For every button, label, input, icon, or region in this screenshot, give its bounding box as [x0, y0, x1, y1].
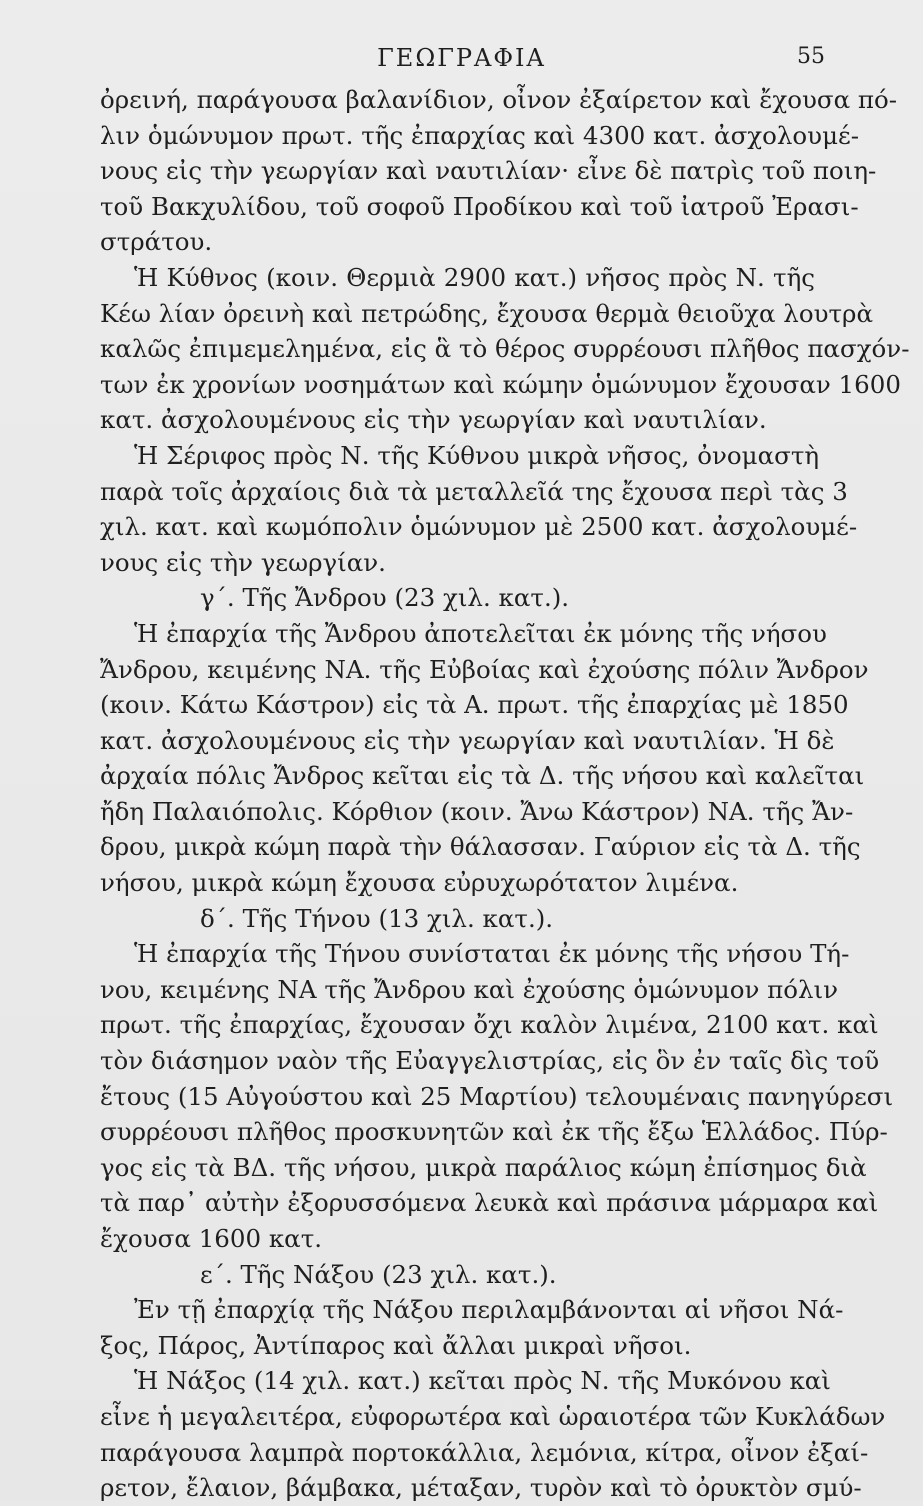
text-line: νήσου, μικρὰ κώμη ἔχουσα εὐρυχωρότατον λιμένα.	[100, 868, 739, 898]
text-line: κατ. ἀσχολουμένους εἰς τὴν γεωργίαν καὶ ναυτιλίαν.	[100, 405, 767, 435]
text-line: νου, κειμένης ΝΑ τῆς Ἄνδρου καὶ ἐχούσης ὁμώνυμον πόλιν	[100, 974, 839, 1004]
text-line: χιλ. κατ. καὶ κωμόπολιν ὁμώνυμον μὲ 2500 κατ. ἀσχολουμέ-	[100, 512, 858, 542]
text-line: νους εἰς τὴν γεωργίαν καὶ ναυτιλίαν· εἶνε δὲ πατρὶς τοῦ ποιη-	[100, 156, 877, 186]
text-line: Ἡ Νάξος (14 χιλ. κατ.) κεῖται πρὸς Ν. τῆς Μυκόνου καὶ	[134, 1366, 831, 1396]
section-heading: δ΄. Τῆς Τήνου (13 χιλ. κατ.).	[200, 903, 554, 933]
text-line: Ἡ Κύθνος (κοιν. Θερμιὰ 2900 κατ.) νῆσος πρὸς Ν. τῆς	[134, 262, 815, 292]
text-line: ἤδη Παλαιόπολις. Κόρθιον (κοιν. Ἄνω Κάστρον) ΝΑ. τῆς Ἄν-	[100, 796, 854, 826]
text-line: ὀρεινή, παράγουσα βαλανίδιον, οἶνον ἐξαίρετον καὶ ἔχουσα πό-	[100, 85, 898, 114]
text-line: Ἡ ἐπαρχία τῆς Ἄνδρου ἀποτελεῖται ἐκ μόνης τῆς νήσου	[134, 618, 827, 648]
text-line: ἔτους (15 Αὐγούστου καὶ 25 Μαρτίου) τελουμέναις πανηγύρεσι	[100, 1081, 894, 1111]
text-line: ἀρχαία πόλις Ἄνδρος κεῖται εἰς τὰ Δ. τῆς νήσου καὶ καλεῖται	[100, 761, 865, 791]
text-line: Ἄνδρου, κειμένης ΝΑ. τῆς Εὐβοίας καὶ ἐχούσης πόλιν Ἄνδρον	[100, 654, 869, 684]
text-line: κατ. ἀσχολουμένους εἰς τὴν γεωργίαν καὶ ναυτιλίαν. Ἡ δὲ	[100, 725, 835, 755]
section-heading: ε΄. Τῆς Νάξου (23 χιλ. κατ.).	[200, 1259, 557, 1289]
text-line: τὸν διάσημον ναὸν τῆς Εὐαγγελιστρίας, εἰς ὃν ἐν ταῖς δὶς τοῦ	[100, 1046, 880, 1076]
text-line: Ἐν τῇ ἐπαρχίᾳ τῆς Νάξου περιλαμβάνονται αἱ νῆσοι Νά-	[134, 1295, 844, 1325]
text-line: Κέω λίαν ὀρεινὴ καὶ πετρώδης, ἔχουσα θερμὰ θειοῦχα λουτρὰ	[100, 298, 873, 328]
text-line: λιν ὁμώνυμον πρωτ. τῆς ἐπαρχίας καὶ 4300 κατ. ἀσχολουμέ-	[100, 120, 859, 150]
text-line: νους εἰς τὴν γεωργίαν.	[100, 547, 386, 577]
text-line: ξος, Πάρος, Ἀντίπαρος καὶ ἄλλαι μικραὶ νῆσοι.	[100, 1330, 692, 1360]
text-line: καλῶς ἐπιμεμελημένα, εἰς ἃ τὸ θέρος συρρέουσι πλῆθος πασχόν-	[100, 334, 910, 364]
text-line: τὰ παρ᾿ αὐτὴν ἐξορυσσόμενα λευκὰ καὶ πράσινα μάρμαρα καὶ	[100, 1188, 879, 1218]
text-line: δρου, μικρὰ κώμη παρὰ τὴν θάλασσαν. Γαύριον εἰς τὰ Δ. τῆς	[100, 832, 861, 862]
text-line: συρρέουσι πλῆθος προσκυνητῶν καὶ ἐκ τῆς ἔξω Ἑλλάδος. Πύρ-	[100, 1117, 888, 1147]
section-heading: γ΄. Τῆς Ἄνδρου (23 χιλ. κατ.).	[200, 583, 570, 613]
text-line: παράγουσα λαμπρὰ πορτοκάλλια, λεμόνια, κίτρα, οἶνον ἐξαί-	[100, 1437, 869, 1467]
body-text	[100, 82, 910, 1506]
text-line: στράτου.	[100, 227, 213, 257]
running-title: ΓΕΩΓΡΑΦΙΑ	[377, 44, 546, 72]
text-line: Ἡ Σέριφος πρὸς Ν. τῆς Κύθνου μικρὰ νῆσος, ὀνομαστὴ	[134, 440, 820, 470]
text-line: ρετον, ἔλαιον, βάμβακα, μέταξαν, τυρὸν καὶ τὸ ὀρυκτὸν σμύ-	[100, 1473, 862, 1503]
text-line: πρωτ. τῆς ἐπαρχίας, ἔχουσαν ὄχι καλὸν λιμένα, 2100 κατ. καὶ	[100, 1010, 879, 1040]
text-line: γος εἰς τὰ ΒΔ. τῆς νήσου, μικρὰ παράλιος κώμη ἐπίσημος διὰ	[100, 1152, 867, 1182]
page-number: 55	[797, 44, 825, 69]
text-line: ἔχουσα 1600 κατ.	[100, 1224, 323, 1253]
page-header	[0, 40, 923, 80]
text-line: (κοιν. Κάτω Κάστρον) εἰς τὰ Α. πρωτ. τῆς ἐπαρχίας μὲ 1850	[100, 690, 849, 720]
text-line: των ἐκ χρονίων νοσημάτων καὶ κώμην ὁμώνυμον ἔχουσαν 1600	[100, 369, 901, 399]
text-line: τοῦ Βακχυλίδου, τοῦ σοφοῦ Προδίκου καὶ τοῦ ἰατροῦ Ἐρασι-	[100, 191, 859, 221]
text-line: Ἡ ἐπαρχία τῆς Τήνου συνίσταται ἐκ μόνης τῆς νήσου Τή-	[134, 939, 850, 969]
text-line: παρὰ τοῖς ἀρχαίοις διὰ τὰ μεταλλεῖά της ἔχουσα περὶ τὰς 3	[100, 476, 848, 506]
text-line: εἶνε ἡ μεγαλειτέρα, εὐφορωτέρα καὶ ὡραιοτέρα τῶν Κυκλάδων	[100, 1401, 886, 1431]
